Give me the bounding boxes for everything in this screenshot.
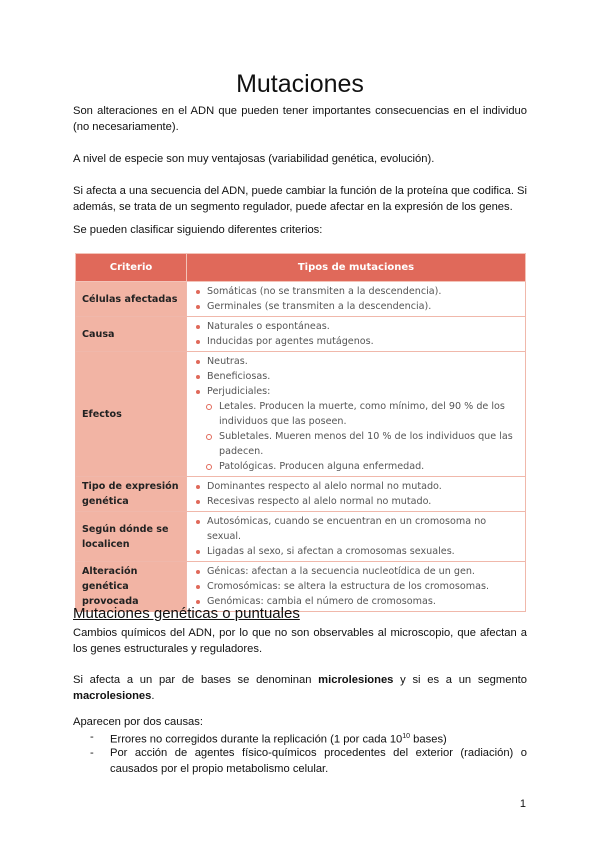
exponent: 10 [402,733,411,740]
cause-item [90,745,527,777]
dash-bullet: - [90,747,94,759]
paragraph-criteria: Se pueden clasificar siguiendo diferentes criterios: [73,224,323,236]
mutation-types-table [75,253,526,612]
dash-bullet: - [90,731,94,743]
text: Si afecta a un par de bases se denominan [73,674,319,686]
table-row [76,512,526,562]
text: y si es a un segmento [393,674,527,686]
header-criterio: Criterio [76,254,187,282]
header-tipos: Tipos de mutaciones [187,254,526,282]
list-item: Recesivas respecto al alelo normal no mutado. [193,494,519,509]
list-item: Ligadas al sexo, si afectan a cromosomas sexuales. [193,544,519,559]
text: bases) [410,733,447,746]
section-heading: Mutaciones genéticas o puntuales [73,605,300,622]
table-row [76,317,526,352]
list-item: Neutras. [193,354,519,369]
text: Por acción de agentes físico-químicos procedentes del exterior (radiación) o causados por el propio metabolismo celular. [110,747,527,775]
list-item: Somáticas (no se transmiten a la descendencia). [193,284,519,299]
list-item: Naturales o espontáneas. [193,319,519,334]
table-row [76,562,526,612]
types-cell [187,282,526,317]
term-macrolesiones: macrolesiones [73,690,152,702]
sub-list-item: Patológicas. Producen alguna enfermedad. [193,459,519,474]
criterion-cell: Causa [76,317,187,352]
criterion-cell: Alteración genética provocada [76,562,187,612]
criterion-cell: Según dónde se localicen [76,512,187,562]
criterion-cell: Células afectadas [76,282,187,317]
paragraph-chemical-changes: Cambios químicos del ADN, por lo que no son observables al microscopio, que afectan a los genes estructurales y reguladores. [73,627,527,655]
criterion-cell: Tipo de expresión genética [76,477,187,512]
list-item: Genómicas: cambia el número de cromosomas. [193,594,519,609]
list-item: Perjudiciales: [193,384,519,399]
sub-list-item: Letales. Producen la muerte, como mínimo, del 90 % de los individuos que las poseen. [193,399,519,429]
paragraph-causes: Aparecen por dos causas: [73,716,203,728]
text: . [151,690,155,702]
list-item: Beneficiosas. [193,369,519,384]
types-cell [187,562,526,612]
types-cell [187,317,526,352]
list-item: Autosómicas, cuando se encuentran en un cromosoma no sexual. [193,514,519,544]
list-item: Génicas: afectan a la secuencia nucleotídica de un gen. [193,564,519,579]
paragraph-lesions [73,672,527,704]
table-row [76,477,526,512]
sub-list-item: Subletales. Mueren menos del 10 % de los individuos que las padecen. [193,429,519,459]
criterion-cell: Efectos [76,352,187,477]
list-item: Germinales (se transmiten a la descendencia). [193,299,519,314]
page-number: 1 [519,798,526,810]
list-item: Dominantes respecto al alelo normal no mutado. [193,479,519,494]
types-cell [187,512,526,562]
page-title: Mutaciones [236,70,364,98]
term-microlesiones: microlesiones [318,674,394,686]
paragraph-dna-sequence: Si afecta a una secuencia del ADN, puede cambiar la función de la proteína que codifica. Si además, se trata de un segmento regulador, puede afectar en la expresión de los genes. [73,185,527,213]
list-item: Inducidas por agentes mutágenos. [193,334,519,349]
list-item: Cromosómicas: se altera la estructura de los cromosomas. [193,579,519,594]
table-row [76,282,526,317]
text: Errores no corregidos durante la replicación (1 por cada 10 [110,733,403,746]
types-cell [187,477,526,512]
intro-paragraph: Son alteraciones en el ADN que pueden tener importantes consecuencias en el individuo (no necesariamente). [73,105,527,133]
table-header [76,254,526,282]
types-cell [187,352,526,477]
table-row [76,352,526,477]
paragraph-species: A nivel de especie son muy ventajosas (variabilidad genética, evolución). [73,153,435,165]
